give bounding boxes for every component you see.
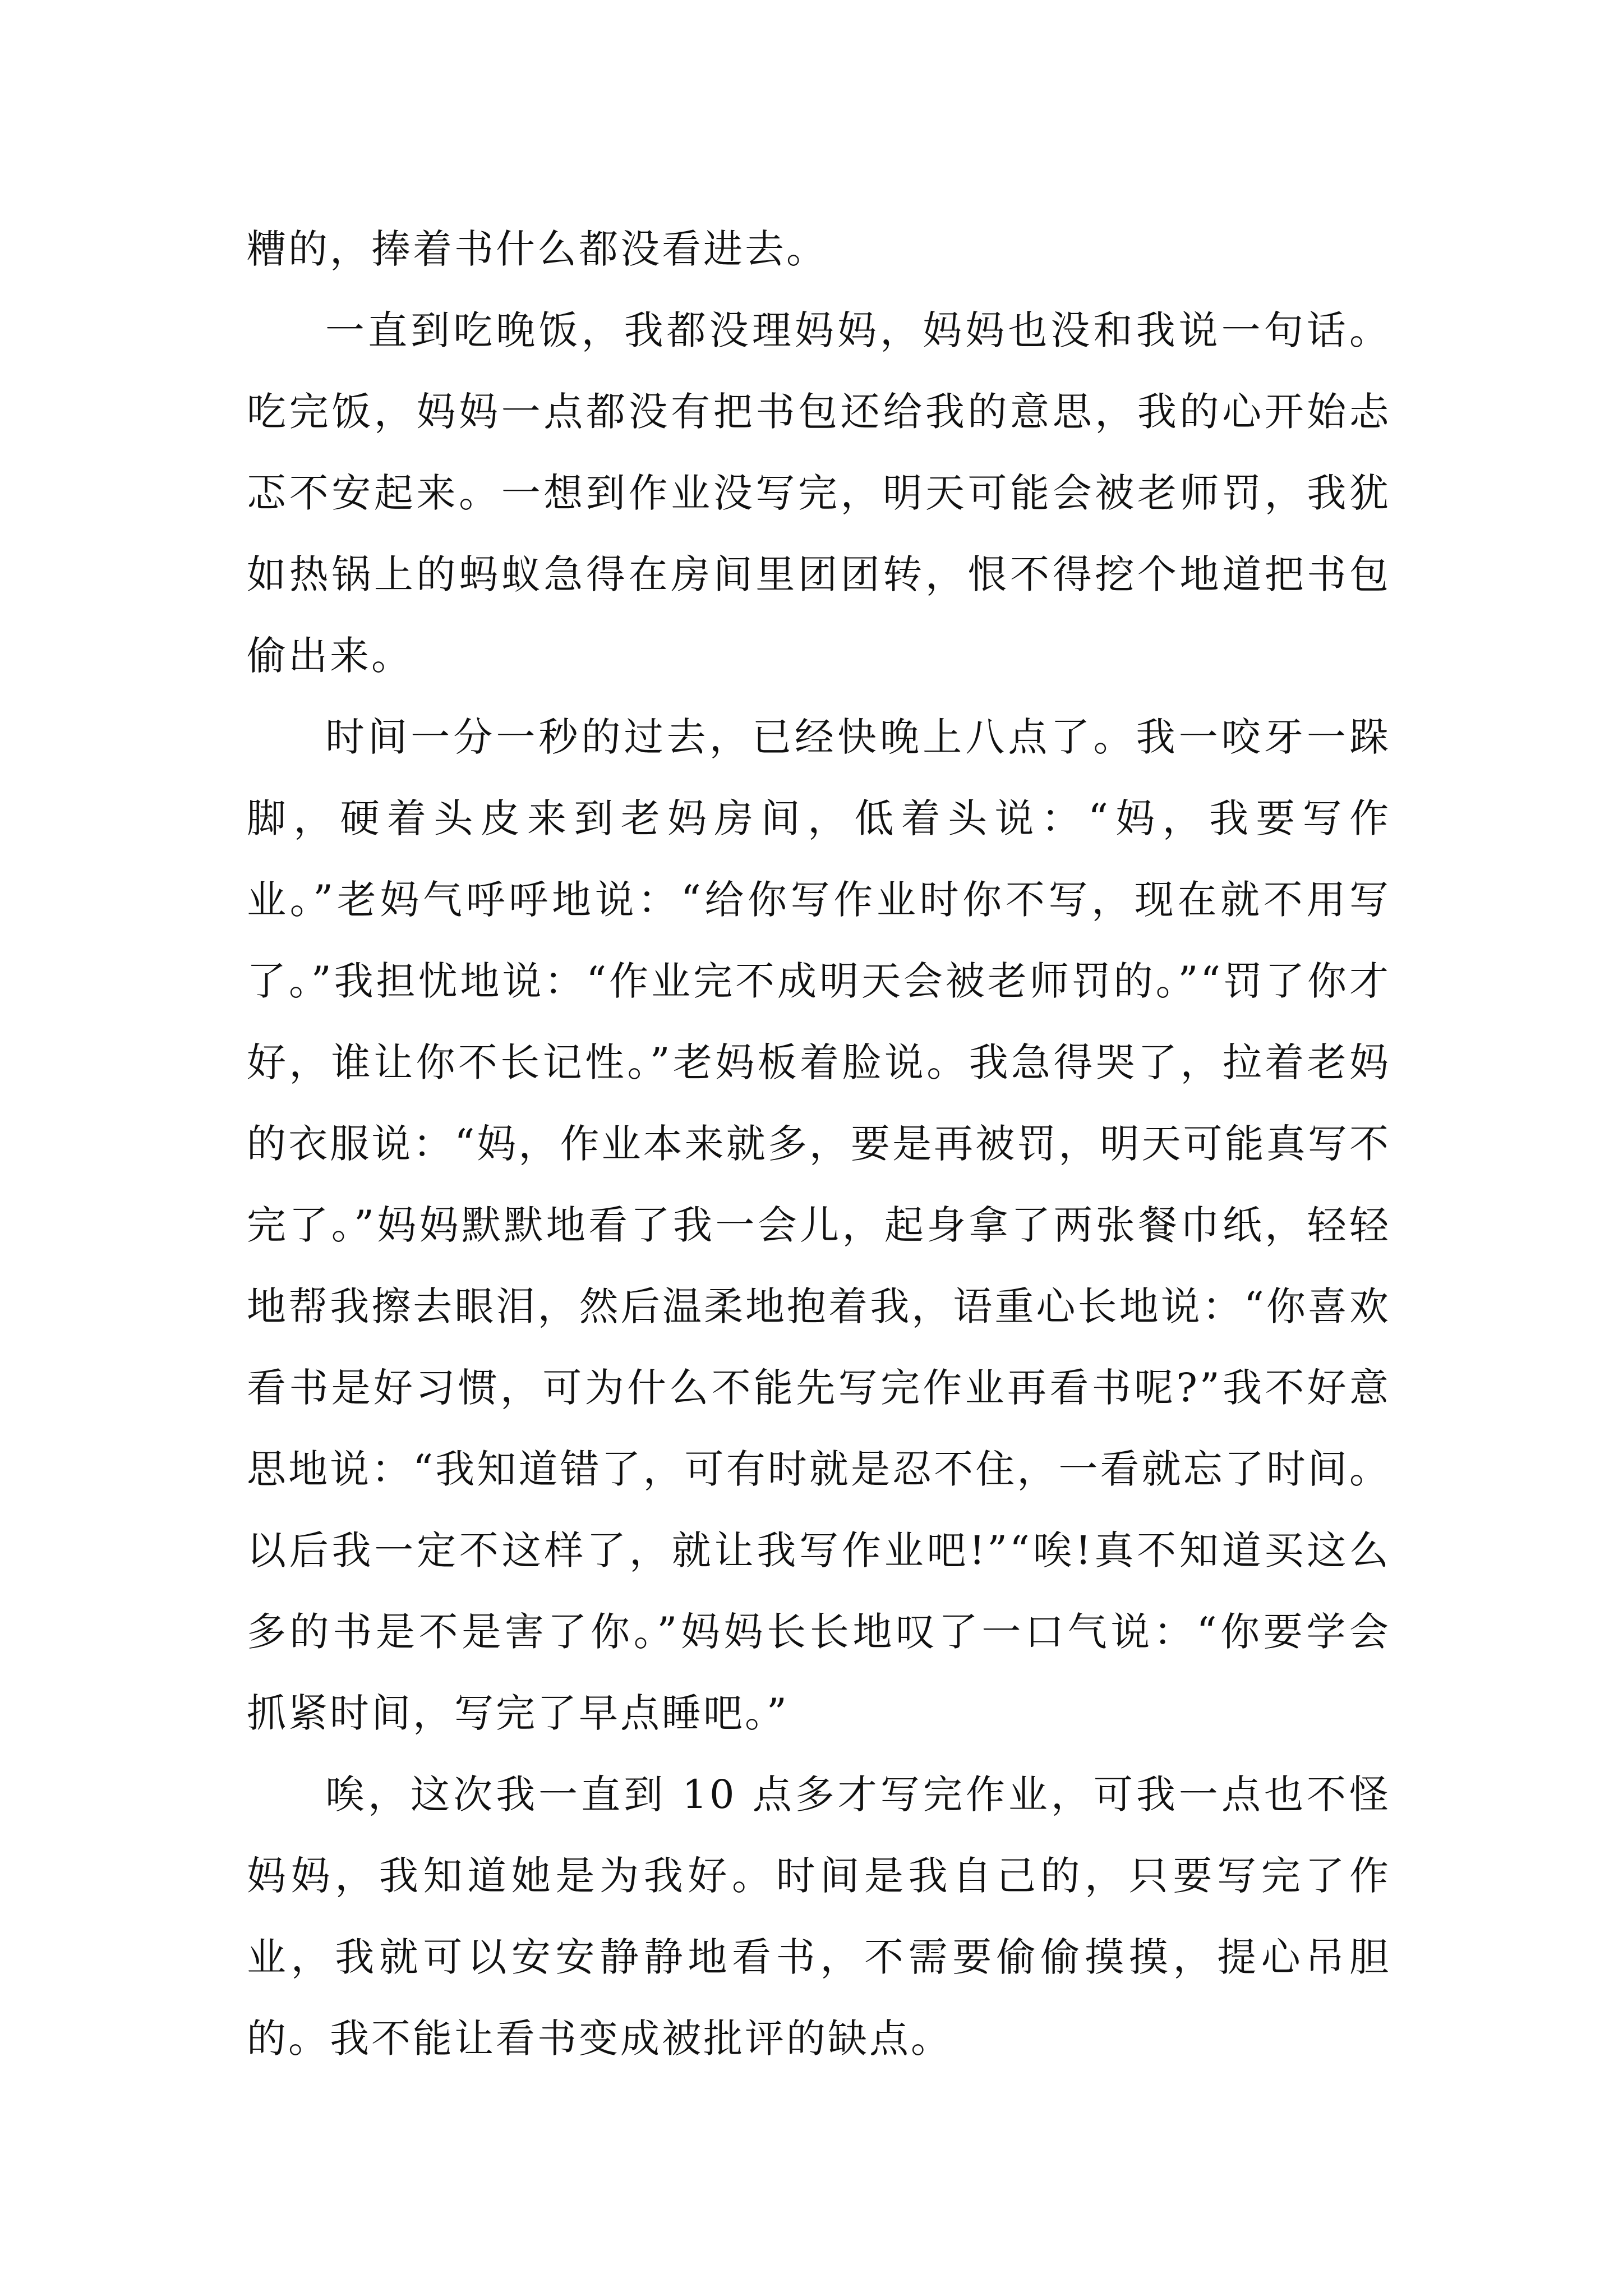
- document-body: [247, 209, 1391, 2079]
- paragraph-dinner: 一直到吃晚饭，我都没理妈妈，妈妈也没和我说一句话。吃完饭，妈妈一点都没有把书包还给我的意思，我的心开始忐忑不安起来。一想到作业没写完，明天可能会被老师罚，我犹如热锅上的蚂蚁急得在房间里团团转，恨不得挖个地道把书包偷出来。: [247, 307, 1391, 679]
- paragraph-continuation: 糟的，捧着书什么都没看进去。: [247, 226, 828, 272]
- paragraph-conversation: 时间一分一秒的过去，已经快晚上八点了。我一咬牙一跺脚，硬着头皮来到老妈房间，低着头说：“妈，我要写作业。”老妈气呼呼地说：“给你写作业时你不写，现在就不用写了。”我担忧地说：“作业完不成明天会被老师罚的。”“罚了你才好，谁让你不长记性。”老妈板着脸说。我急得哭了，拉着老妈的衣服说：“妈，作业本来就多，要是再被罚，明天可能真写不完了。”妈妈默默地看了我一会儿，起身拿了两张餐巾纸，轻轻地帮我擦去眼泪，然后温柔地抱着我，语重心长地说：“你喜欢看书是好习惯，可为什么不能先写完作业再看书呢?”我不好意思地说：“我知道错了，可有时就是忍不住，一看就忘了时间。以后我一定不这样了，就让我写作业吧!”“唉!真不知道买这么多的书是不是害了你。”妈妈长长地叹了一口气说：“你要学会抓紧时间，写完了早点睡吧。”: [247, 714, 1391, 1736]
- paragraph-conclusion: 唉，这次我一直到 10 点多才写完作业，可我一点也不怪妈妈，我知道她是为我好。时间是我自己的，只要写完了作业，我就可以安安静静地看书，不需要偷偷摸摸，提心吊胆的。我不能让看书变成被批评的缺点。: [247, 1772, 1391, 2062]
